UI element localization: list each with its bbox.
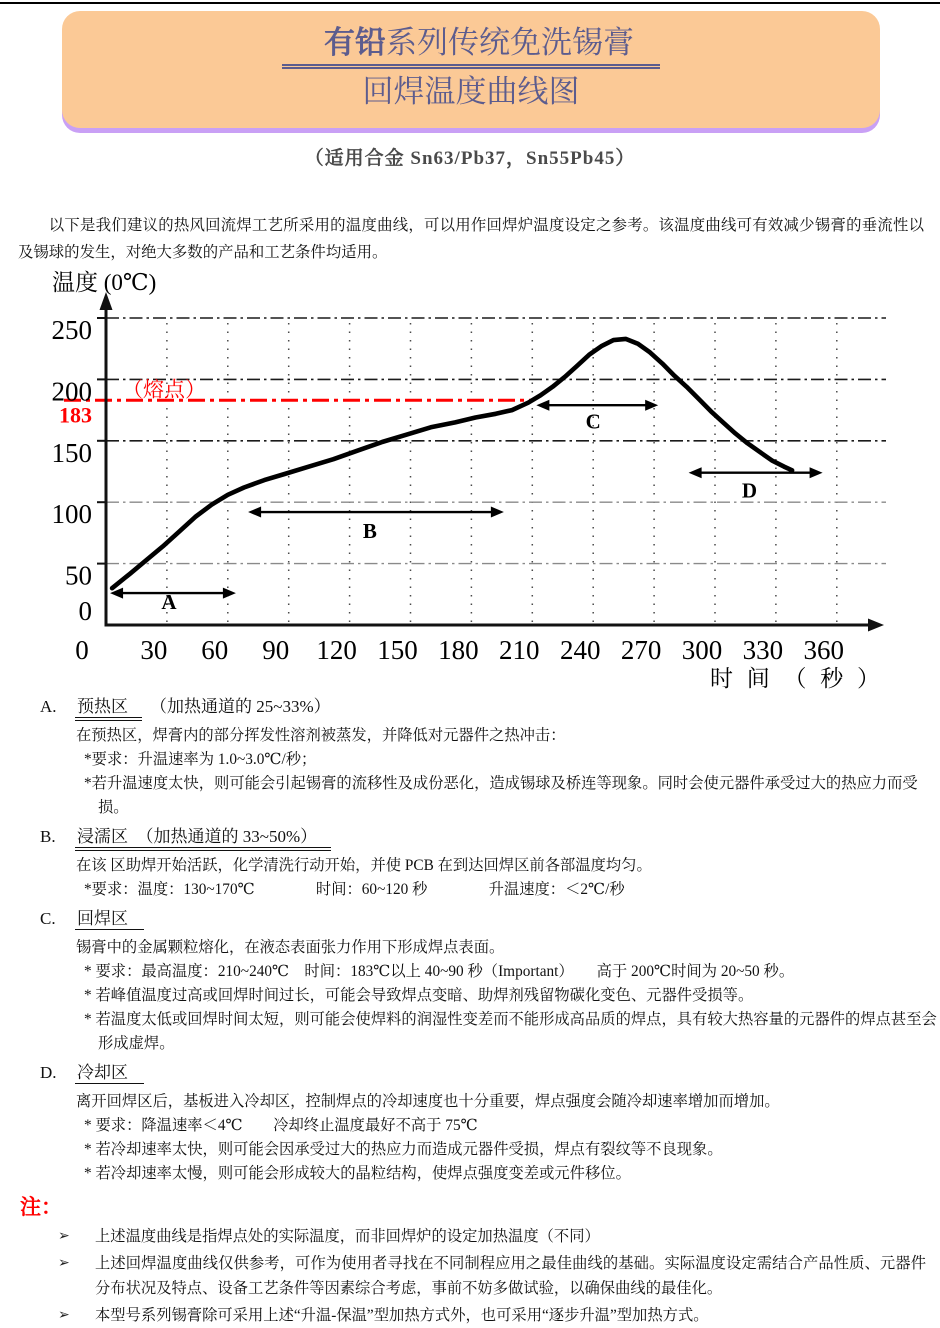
section-title: 预热区: [75, 697, 142, 721]
intro-paragraph: 以下是我们建议的热风回流焊工艺所采用的温度曲线，可以用作回焊炉温度设定之参考。该温度曲线可有效减少锡膏的垂流性以及锡球的发生，对绝大多数的产品和工艺条件均适用。: [18, 217, 924, 261]
notes-container: [0, 1224, 940, 1328]
header-box: [62, 11, 880, 128]
x-tick-label-120: 120: [316, 635, 357, 665]
y-tick-label-0: 0: [78, 596, 92, 626]
section-body-line: 离开回焊区后，基板进入冷却区，控制焊点的冷却速度也十分重要，焊点强度会随冷却速率增加而增加。: [76, 1093, 780, 1110]
note-bullet-icon: ➢: [58, 1256, 70, 1271]
x-tick-label-270: 270: [620, 635, 662, 665]
y-tick-label-200: 200: [51, 376, 92, 407]
doc-subtitle: （适用合金 Sn63/Pb37，Sn55Pb45）: [304, 148, 636, 169]
note-bullet-icon: ➢: [58, 1229, 70, 1244]
doc-title-bold: 有铅: [324, 25, 386, 60]
x-tick-label-360: 360: [803, 635, 845, 665]
section-body-line: 在预热区，焊膏内的部分挥发性溶剂被蒸发，并降低对元器件之热冲击：: [76, 727, 566, 744]
section-title: 浸濡区 （加热通道的 33~50%）: [75, 827, 331, 851]
section-body-line: *要求：升温速率为 1.0~3.0℃/秒；: [84, 751, 317, 768]
section-letter: A.: [40, 697, 57, 716]
note-bullet-icon: ➢: [58, 1308, 70, 1323]
melting-point-value-label: 183: [59, 402, 92, 428]
note-item: [58, 1251, 926, 1301]
section-body-line: * 若温度太低或回焊时间太短，则可能会使焊料的润湿性变差而不能形成高品质的焊点，具有较大热容量的元器件的焊点甚至会形成虚焊。: [84, 1011, 937, 1052]
region-arrowhead-left-C: [536, 400, 549, 411]
y-tick-label-100: 100: [51, 499, 92, 530]
region-label-A: A: [161, 590, 177, 615]
region-arrowhead-right-B: [491, 507, 504, 518]
x-tick-label-150: 150: [377, 635, 418, 665]
region-label-C: C: [585, 409, 601, 434]
region-label-D: D: [741, 478, 758, 503]
note-item: [58, 1224, 926, 1249]
section-B: [0, 824, 940, 902]
x-axis-title: 时 间 （ 秒 ）: [710, 666, 884, 690]
x-tick-label-0: 0: [75, 635, 89, 665]
x-tick-label-240: 240: [559, 635, 601, 665]
section-heading: [40, 906, 940, 932]
doc-title-rest: 系列传统免洗锡膏: [386, 25, 634, 60]
section-title: 冷却区: [75, 1063, 144, 1084]
x-axis-arrow: [868, 619, 884, 632]
section-A: [0, 694, 940, 820]
doc-title-line1: [62, 23, 880, 69]
note-item: [58, 1303, 926, 1328]
x-tick-label-330: 330: [742, 635, 784, 665]
doc-title-line2: 回焊温度曲线图: [362, 74, 580, 109]
section-body-line: * 若冷却速率太慢，则可能会形成较大的晶粒结构，使焊点强度变差或元件移位。: [84, 1165, 631, 1182]
x-tick-label-90: 90: [262, 635, 290, 665]
section-body-line: * 若冷却速率太快，则可能会因承受过大的热应力而造成元器件受损，焊点有裂纹等不良现象。: [84, 1141, 723, 1158]
sections-container: [0, 694, 940, 1186]
section-letter: C.: [40, 909, 56, 928]
section-heading: [40, 824, 940, 850]
x-tick-label-210: 210: [499, 635, 540, 665]
temperature-curve: [112, 339, 792, 588]
section-body-line: *若升温速度太快，则可能会引起锡膏的流移性及成份恶化，造成锡球及桥连等现象。同时会使元器件承受过大的热应力而受损。: [84, 775, 918, 816]
section-letter: D.: [40, 1063, 57, 1082]
section-heading: [40, 1060, 940, 1086]
x-tick-label-300: 300: [681, 635, 723, 665]
section-C: [0, 906, 940, 1056]
section-title-suffix: （加热通道的 25~33%）: [150, 697, 331, 716]
x-tick-label-60: 60: [201, 635, 229, 665]
section-letter: B.: [40, 827, 56, 846]
region-arrowhead-right-C: [645, 400, 658, 411]
region-arrowhead-right-D: [810, 467, 823, 478]
section-body-line: * 要求：降温速率＜4℃ 冷却终止温度最好不高于 75℃: [84, 1117, 478, 1134]
page-top-rule: [0, 2, 940, 4]
section-body-line: 在该 区助焊开始活跃，化学清洗行动开始，并使 PCB 在到达回焊区前各部温度均匀。: [76, 857, 652, 874]
y-tick-label-250: 250: [51, 315, 92, 345]
note-text: 上述温度曲线是指焊点处的实际温度，而非回焊炉的设定加热温度（不同）: [95, 1228, 600, 1245]
section-body-line: * 要求：最高温度：210~240℃ 时间：183℃以上 40~90 秒（Important） 高于 200℃时间为 20~50 秒。: [84, 963, 795, 980]
section-D: [0, 1060, 940, 1186]
x-tick-label-180: 180: [438, 635, 479, 665]
section-body-line: *要求：温度：130~170℃ 时间：60~120 秒 升温速度：＜2℃/秒: [84, 881, 625, 898]
region-arrowhead-right-A: [223, 588, 236, 599]
section-body-line: 锡膏中的金属颗粒熔化，在液态表面张力作用下形成焊点表面。: [76, 939, 505, 956]
notes-label: 注：: [20, 1195, 62, 1219]
section-body-line: * 若峰值温度过高或回焊时间过长，可能会导致焊点变暗、助焊剂残留物碳化变色、元器件受损等。: [84, 987, 754, 1004]
y-tick-label-50: 50: [65, 560, 92, 591]
section-heading: [40, 694, 940, 720]
y-axis-title: 温度 (0℃): [52, 270, 157, 295]
reflow-chart-svg: [26, 270, 906, 690]
region-arrowhead-left-B: [248, 507, 261, 518]
note-text: 本型号系列锡膏除可采用上述“升温-保温”型加热方式外，也可采用“逐步升温”型加热方式。: [95, 1307, 709, 1324]
reflow-chart: [26, 270, 940, 690]
section-title: 回焊区: [75, 909, 144, 930]
region-arrowhead-left-D: [689, 467, 702, 478]
region-label-B: B: [362, 518, 377, 543]
doc-title-underline: [282, 23, 660, 69]
note-text: 上述回焊温度曲线仅供参考，可作为使用者寻找在不同制程应用之最佳曲线的基础。实际温度设定需结合产品性质、元器件分布状况及特点、设备工艺条件等因素综合考虑，事前不妨多做试验，以确保曲线的最佳化。: [95, 1255, 926, 1297]
melting-point-annotation: （熔点）: [122, 377, 206, 402]
y-tick-label-150: 150: [51, 437, 92, 468]
x-tick-label-30: 30: [140, 635, 168, 665]
